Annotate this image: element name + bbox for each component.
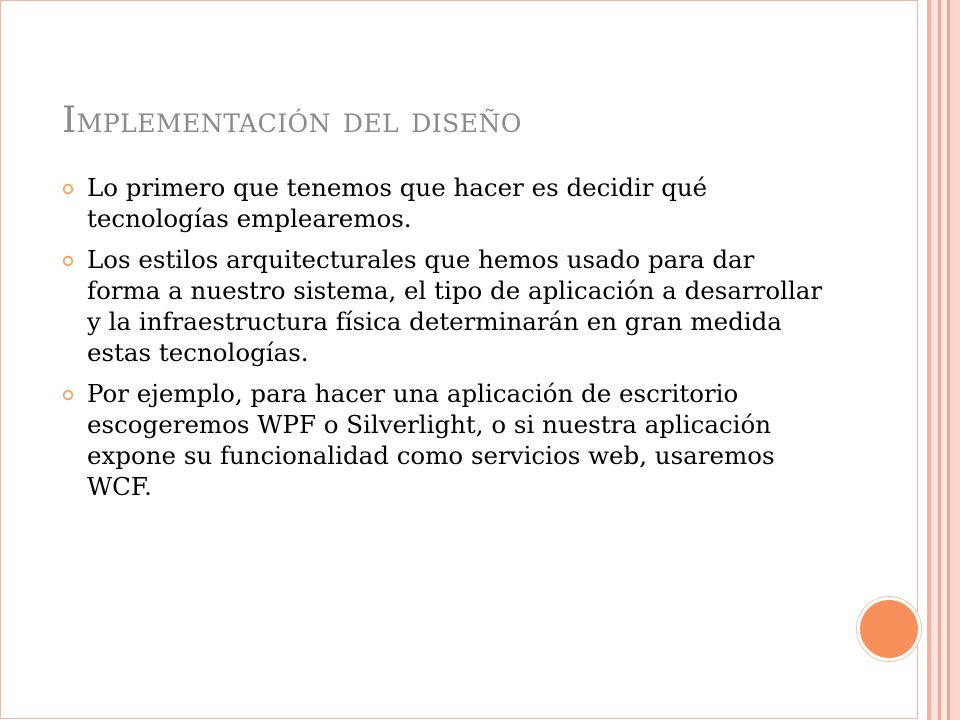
bullet-item — [62, 172, 832, 234]
open-circle-bullet-icon — [62, 255, 74, 267]
stripe — [918, 0, 927, 720]
bullet-item — [62, 378, 832, 502]
stripe — [931, 0, 938, 720]
bullet-list — [62, 172, 832, 512]
decorative-stripes — [918, 0, 960, 720]
bullet-item — [62, 244, 832, 368]
bullet-text: Lo primero que tenemos que hacer es decidir qué tecnologías emplearemos. — [87, 173, 708, 233]
open-circle-bullet-icon — [62, 389, 74, 401]
open-circle-bullet-icon — [62, 183, 74, 195]
bullet-text: Los estilos arquitecturales que hemos usado para dar forma a nuestro sistema, el tipo de aplicación a desarrollar y la infraestructura física determinarán en gran medida estas tecnologías. — [87, 245, 823, 367]
stripe — [950, 0, 960, 720]
bullet-text: Por ejemplo, para hacer una aplicación de escritorio escogeremos WPF o Silverlight, o si nuestra aplicación expone su funcionalidad como servicios web, usaremos WCF. — [87, 379, 775, 501]
slide-title: Implementación del diseño — [62, 100, 522, 141]
orange-circle-icon — [857, 597, 921, 661]
